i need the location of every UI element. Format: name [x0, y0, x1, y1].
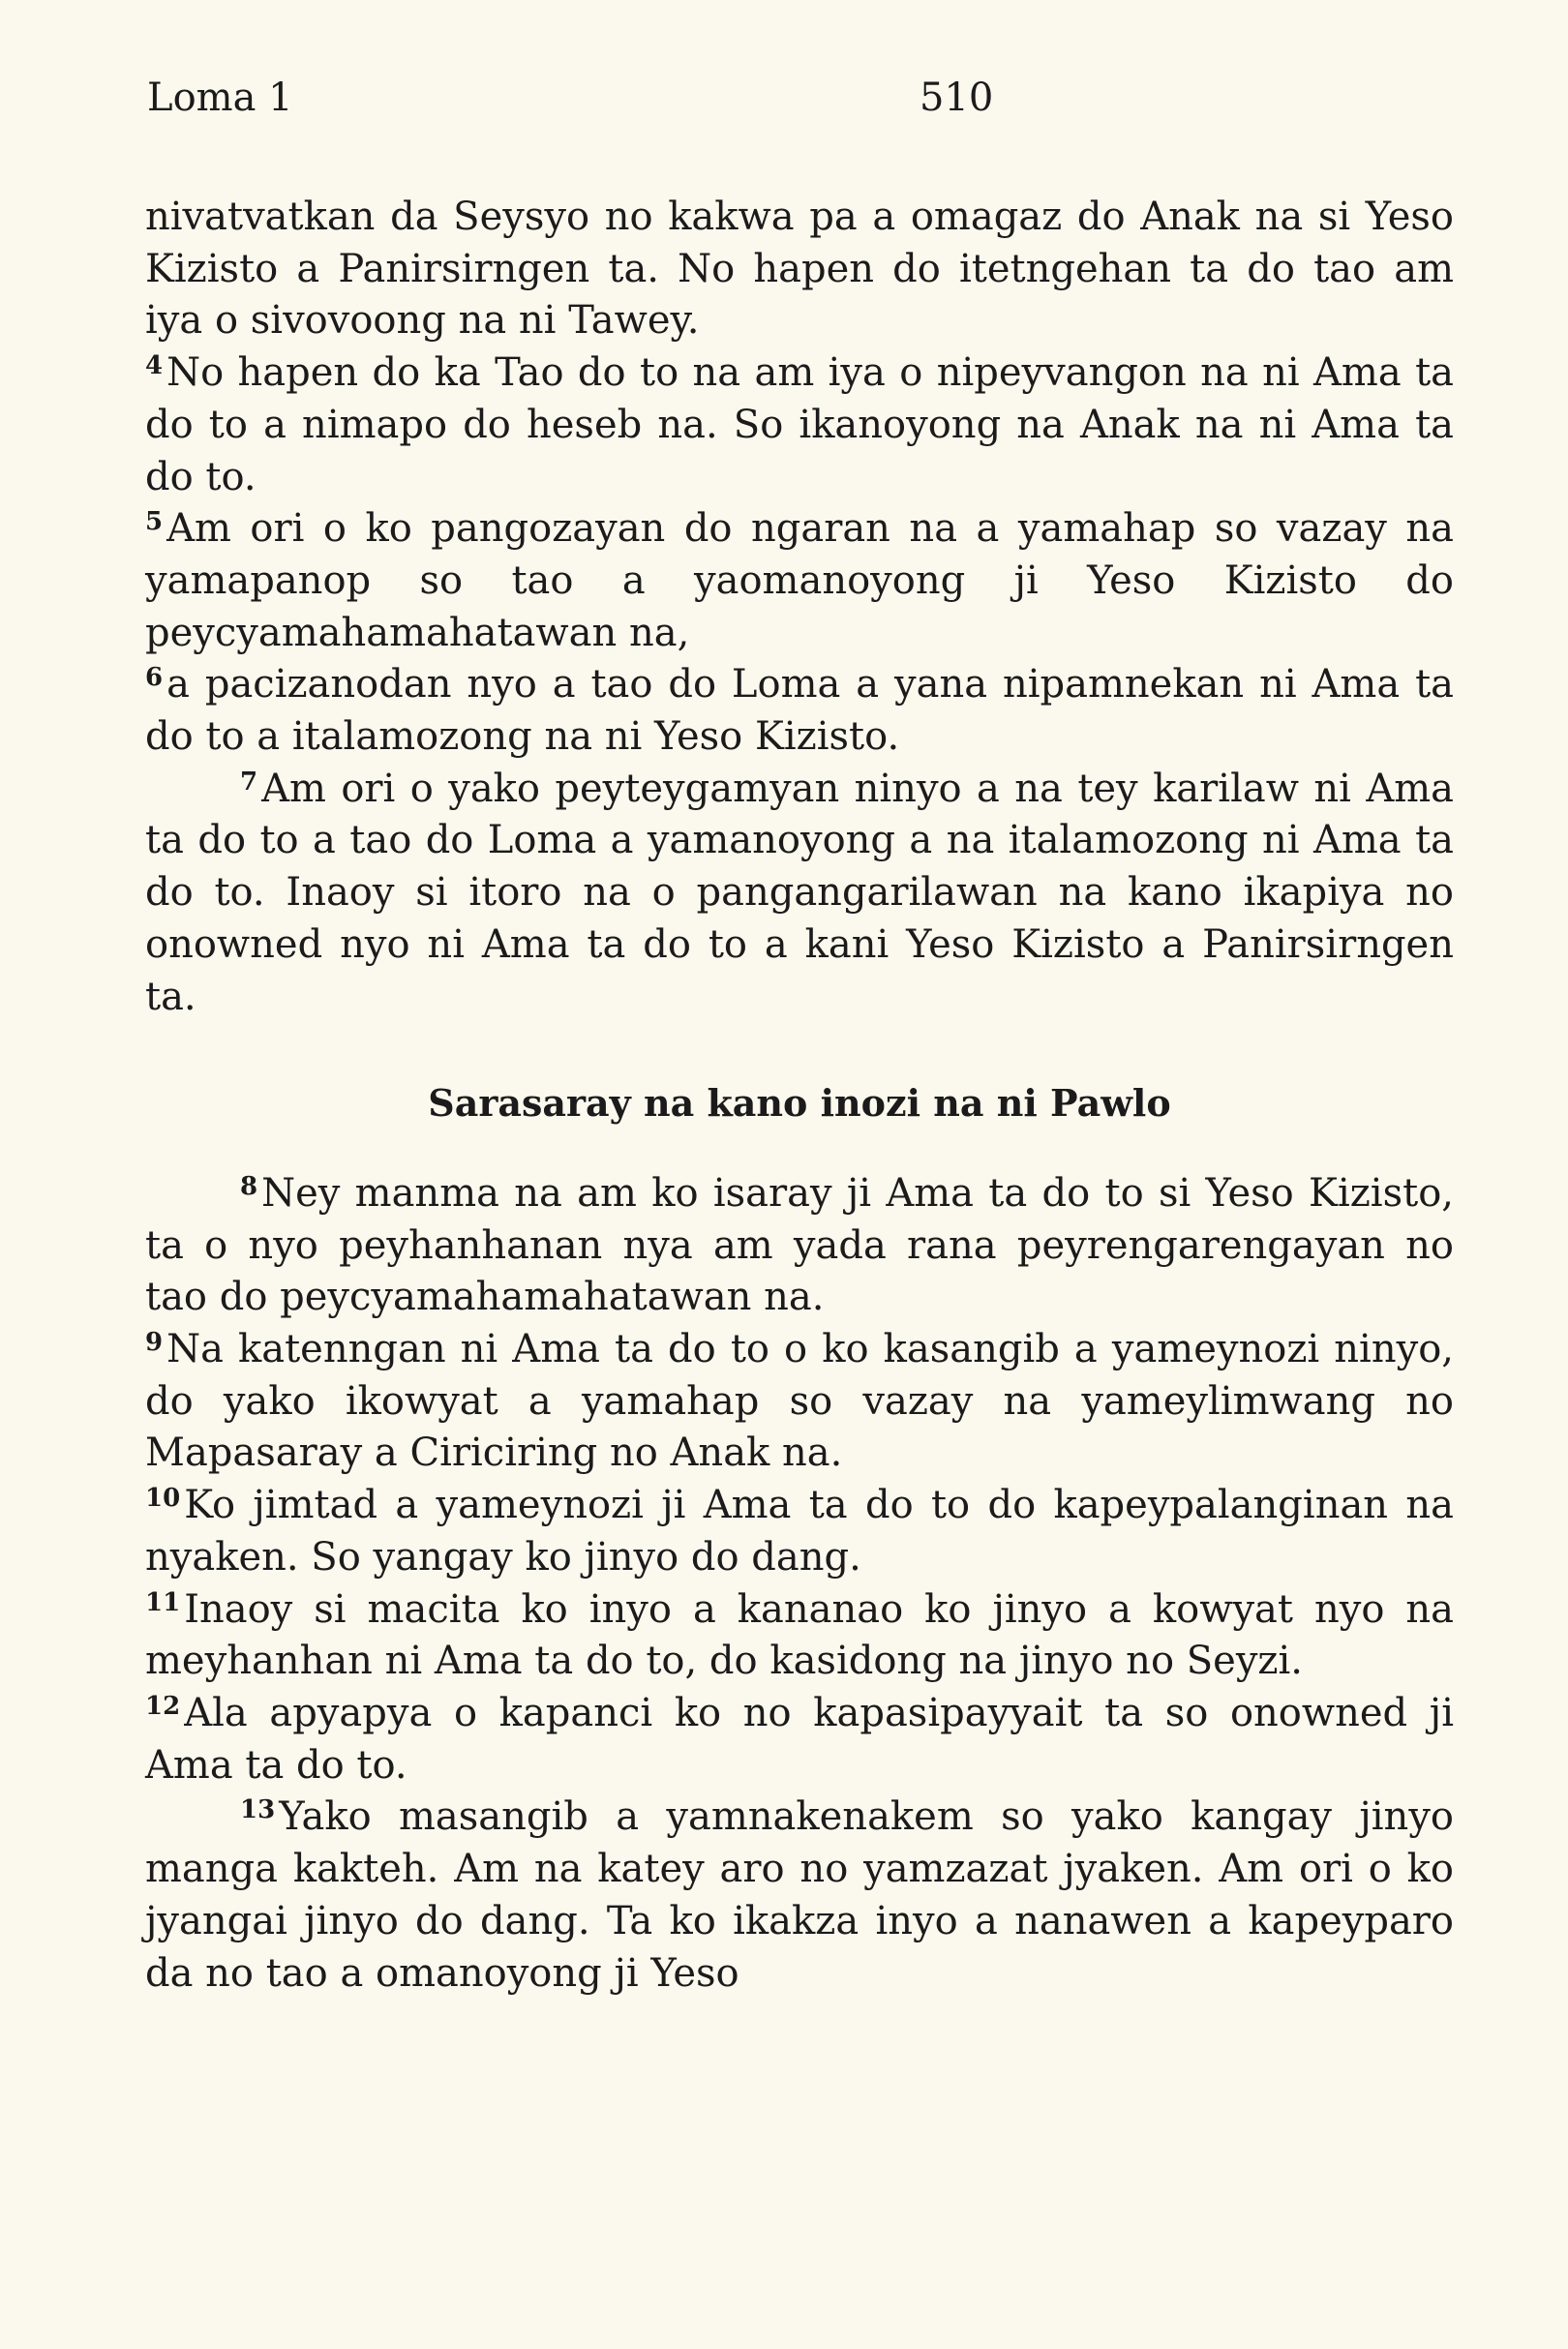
page-number: 510	[920, 75, 994, 120]
verse-number: 11	[145, 1587, 181, 1617]
section-heading: Sarasaray na kano inozi na ni Pawlo	[428, 1081, 1171, 1126]
verse-number: 8	[240, 1171, 258, 1201]
verse-text: Ney manma na am ko isaray ji Ama ta do to si Yeso Kizisto, ta o nyo peyhanhanan nya am yada rana peyrengarengayan no tao do peycyamahamahatawan na.	[145, 1170, 1454, 1320]
verse-text: Am ori o ko pangozayan do ngaran na a yamahap so vazay na yamapanop so tao a yaomanoyong ji Yeso Kizisto do peycyamahamahatawan na,	[145, 506, 1454, 655]
paragraph-continuation	[145, 192, 1454, 347]
verse-number: 10	[145, 1484, 181, 1514]
verse-8	[145, 1168, 1454, 1324]
paragraph-text: nivatvatkan da Seysyo no kakwa pa a omagaz do Anak na si Yeso Kizisto a Panirsirngen ta. No hapen do itetngehan ta do tao am iya o sivovoong na ni Tawey.	[145, 195, 1454, 344]
verse-6	[145, 659, 1454, 763]
verse-5	[145, 503, 1454, 659]
verse-text: Na katenngan ni Ama ta do to o ko kasangib a yameynozi ninyo, do yako ikowyat a yamahap so vazay na yameylimwang no Mapasaray a Ciriciring no Anak na.	[145, 1327, 1454, 1476]
verse-10	[145, 1480, 1454, 1583]
verse-12	[145, 1688, 1454, 1792]
verse-4	[145, 347, 1454, 503]
verse-text: No hapen do ka Tao do to na am iya o nipeyvangon na ni Ama ta do to a nimapo do heseb na. So ikanoyong na Anak na ni Ama ta do to.	[145, 350, 1454, 499]
verse-number: 9	[145, 1328, 164, 1358]
verse-number: 13	[240, 1795, 276, 1825]
book-chapter-title: Loma 1	[147, 75, 293, 120]
verse-text: Ko jimtad a yameynozi ji Ama ta do to do kapeypalanginan na nyaken. So yangay ko jinyo do dang.	[145, 1483, 1454, 1580]
verse-11	[145, 1584, 1454, 1688]
verse-text: Am ori o yako peyteygamyan ninyo a na tey karilaw ni Ama ta do to a tao do Loma a yamanoyong a na italamozong ni Ama ta do to. Inaoy si itoro na o pangangarilawan na kano ikapiya no onowned nyo ni Ama ta do to a kani Yeso Kizisto a Panirsirngen ta.	[145, 766, 1454, 1019]
verse-number: 7	[240, 767, 258, 797]
verse-13	[145, 1792, 1454, 2000]
verse-text: Yako masangib a yamnakenakem so yako kangay jinyo manga kakteh. Am na katey aro no yamzazat jyaken. Am ori o ko jyangai jinyo do dang. Ta ko ikakza inyo a nanawen a kapeyparo da no tao a omanoyong ji Yeso	[145, 1794, 1454, 1996]
verse-number: 12	[145, 1691, 181, 1721]
running-header	[145, 75, 1462, 134]
verse-number: 4	[145, 351, 164, 381]
verse-number: 6	[145, 663, 164, 693]
verse-text: Ala apyapya o kapanci ko no kapasipayyait ta so onowned ji Ama ta do to.	[145, 1690, 1454, 1788]
verse-9	[145, 1324, 1454, 1480]
verse-7	[145, 764, 1454, 1024]
verse-number: 5	[145, 507, 164, 537]
verse-text: a pacizanodan nyo a tao do Loma a yana nipamnekan ni Ama ta do to a italamozong na ni Yeso Kizisto.	[145, 662, 1454, 760]
scripture-text	[145, 192, 1454, 2000]
verse-text: Inaoy si macita ko inyo a kananao ko jinyo a kowyat nyo na meyhanhan ni Ama ta do to, do kasidong na jinyo no Seyzi.	[145, 1586, 1454, 1684]
